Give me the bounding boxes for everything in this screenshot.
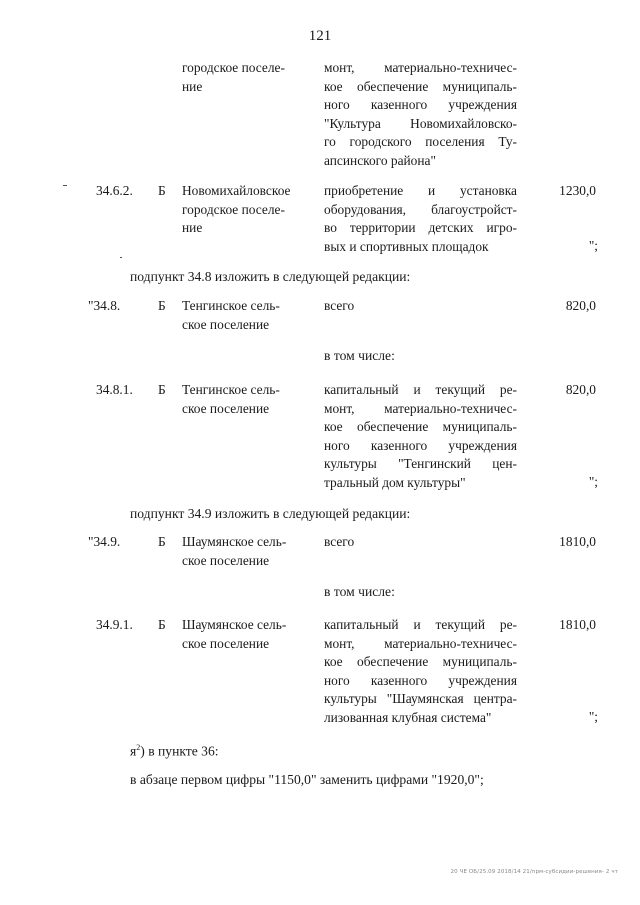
municipality-name: Шаумянское сель- ское поселение: [182, 534, 287, 568]
municipality-name: Новомихайловское городское поселе- ние: [182, 183, 291, 235]
table-row: [0, 297, 640, 332]
budget-category: Б: [158, 183, 166, 198]
instruction-34-8: подпункт 34.8 изложить в следующей редакции:: [130, 269, 411, 284]
municipality-name: городское поселе- ние: [182, 60, 285, 94]
replace-instruction: в абзаце первом цифры "1150,0" заменить цифрами "1920,0";: [130, 772, 484, 787]
budget-category: Б: [158, 298, 166, 313]
row-description: капитальный и текущий ре- монт, материально-техничес- кое обеспечение муниципаль- ного казенного учреждения культуры "Тенгинский цен- тральный дом культуры": [324, 382, 517, 490]
row-description: капитальный и текущий ре- монт, материально-техничес- кое обеспечение муниципаль- ного казенного учреждения культуры "Шаумянская центра- лизованная клубная система": [324, 617, 517, 725]
including-label: в том числе:: [324, 584, 395, 599]
amount: 1810,0: [559, 617, 596, 632]
amount: 1230,0: [559, 183, 596, 198]
subitem-ya2: $я^2$) в пункте 36:: [130, 743, 219, 759]
item-number: 34.9.1.: [96, 617, 133, 632]
instruction-34-9: подпункт 34.9 изложить в следующей редакции:: [130, 506, 411, 521]
table-row: [0, 59, 640, 168]
closing-quote: ";: [588, 238, 598, 253]
margin-mark: [63, 185, 67, 186]
item-number: 34.6.2.: [96, 183, 133, 198]
table-row: [0, 533, 640, 568]
amount: 820,0: [565, 382, 596, 397]
row-description: всего: [324, 534, 355, 549]
including-label: в том числе:: [324, 348, 395, 363]
table-row: [0, 182, 640, 254]
closing-quote: ";: [588, 474, 598, 489]
amount: 820,0: [565, 298, 596, 313]
amount: 1810,0: [559, 534, 596, 549]
table-row: [0, 381, 640, 490]
municipality-name: Тенгинское сель- ское поселение: [182, 382, 280, 416]
footer-code: 20 ЧЕ ОБ/25.09 2018/14 21/прм-субсидии-решения- 2 чт: [450, 869, 618, 875]
row-description: монт, материально-техничес- кое обеспечение муниципаль- ного казенного учреждения "Культура Новомихайловско- го городского поселения Ту- апсинского района": [324, 60, 517, 168]
item-number: "34.9.: [88, 534, 121, 549]
budget-category: Б: [158, 382, 166, 397]
closing-quote: ";: [588, 709, 598, 724]
page-number: 121: [308, 28, 332, 44]
margin-mark: [120, 257, 122, 258]
municipality-name: Тенгинское сель- ское поселение: [182, 298, 280, 332]
budget-category: Б: [158, 534, 166, 549]
table-row: [0, 616, 640, 725]
budget-category: Б: [158, 617, 166, 632]
item-number: "34.8.: [88, 298, 121, 313]
item-number: 34.8.1.: [96, 382, 133, 397]
municipality-name: Шаумянское сель- ское поселение: [182, 617, 287, 651]
row-description: приобретение и установка оборудования, благоустройст- во территории детских игро- вых и спортивных площадок: [324, 183, 517, 254]
row-description: всего: [324, 298, 355, 313]
